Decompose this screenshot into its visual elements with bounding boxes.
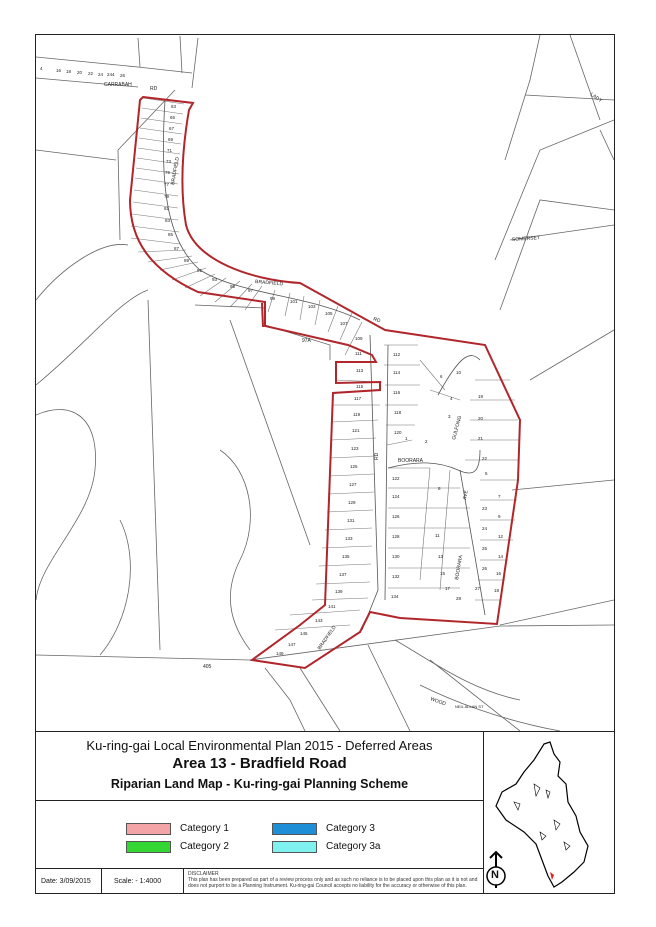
lot-label-97a: 97A — [302, 338, 311, 344]
lot-number: 11 — [435, 533, 440, 538]
lot-number: 14 — [498, 554, 504, 559]
lot-number: 97 — [248, 288, 254, 293]
lot-number: 123 — [351, 446, 359, 451]
lot-number: 143 — [315, 618, 323, 623]
lot-number: 18 — [494, 588, 500, 593]
lot-number: 15 — [440, 571, 446, 576]
lot-number: 75 — [165, 170, 171, 175]
street-label-somerset: SOMERSET — [511, 235, 541, 243]
disclaimer-title: DISCLAIMER — [188, 871, 219, 877]
lot-number: 114 — [393, 370, 401, 375]
lot-number: 118 — [394, 410, 402, 415]
lot-number: 131 — [347, 518, 355, 523]
lot-number: 17 — [445, 586, 451, 591]
lot-number: 149 — [276, 651, 284, 656]
lot-number: 139 — [335, 589, 343, 594]
lot-number: 89 — [184, 258, 190, 263]
lot-number: 22 — [88, 71, 94, 76]
street-label-wood: WOOD — [429, 696, 447, 708]
lot-lines — [131, 98, 519, 630]
legend-swatch-category-3 — [272, 823, 317, 835]
lot-number: 12 — [498, 534, 504, 539]
lot-number: 99 — [270, 296, 276, 301]
lot-number: 81 — [164, 206, 170, 211]
north-arrow — [484, 850, 508, 890]
plan-title: Ku-ring-gai Local Environmental Plan 2015 - Deferred Areas — [86, 738, 433, 753]
lot-number: 63 — [171, 104, 177, 109]
scale-text: Scale: - 1:4000 — [114, 878, 162, 885]
lot-number: 67 — [169, 126, 175, 131]
lot-number: 85 — [168, 232, 174, 237]
lot-number: 5 — [485, 471, 488, 476]
lot-number: 115 — [356, 384, 364, 389]
street-label-rd2: RD — [374, 452, 380, 460]
lot-number: 16 — [56, 68, 62, 73]
lot-number: 112 — [393, 352, 401, 357]
street-label-far: NEIL ALLAN ST — [455, 704, 484, 709]
lot-number: 18 — [66, 69, 72, 74]
lot-number: 4 — [450, 396, 453, 401]
lot-number: 103 — [308, 304, 316, 309]
lot-number: 137 — [339, 572, 347, 577]
lot-number: 93 — [212, 277, 218, 282]
lot-number: 95 — [230, 284, 236, 289]
lot-number: 125 — [350, 464, 358, 469]
lot-number: 65 — [170, 115, 176, 120]
lot-number: 20 — [77, 70, 83, 75]
lot-number: 91 — [197, 268, 203, 273]
lot-number: 10 — [456, 370, 462, 375]
study-area-boundary — [130, 97, 520, 668]
disclaimer — [188, 871, 478, 889]
lot-number: 109 — [355, 336, 363, 341]
lot-number: 24 — [482, 526, 488, 531]
street-label-boorara-ave: BOORARA — [454, 554, 465, 581]
lot-number: 7 — [498, 494, 501, 499]
street-label-rd: RD — [372, 316, 382, 325]
lot-number: 126 — [392, 514, 400, 519]
lot-number: 130 — [392, 554, 400, 559]
legend-swatch-category-3a — [272, 841, 317, 853]
date-text: Date: 3/09/2015 — [41, 878, 91, 885]
lot-number: 24 — [98, 72, 104, 77]
lot-number: 28 — [456, 596, 462, 601]
lot-number: 9 — [498, 514, 501, 519]
lot-number: 122 — [392, 476, 400, 481]
lot-number: 19 — [478, 394, 484, 399]
street-label-lady: LADY — [588, 91, 603, 105]
lot-number: 13 — [438, 554, 444, 559]
lot-number: 113 — [356, 368, 364, 373]
lot-number: 23 — [482, 506, 488, 511]
lot-number: 132 — [392, 574, 400, 579]
lot-number: 83 — [165, 218, 171, 223]
lot-number: 8 — [438, 486, 441, 491]
lot-number: 107 — [340, 321, 348, 326]
street-label-bradfield-h: BRADFIELD — [254, 279, 284, 288]
lot-number: 127 — [349, 482, 357, 487]
lot-number: 21 — [478, 436, 484, 441]
locator-panel — [484, 731, 614, 895]
date-cell — [36, 869, 102, 894]
lot-number: 16 — [496, 571, 502, 576]
street-label-bradfield-v: BRADFIELD — [170, 156, 181, 186]
lot-number: 128 — [392, 534, 400, 539]
street-label-rd-top: RD — [150, 86, 158, 92]
lot-numbers — [40, 66, 504, 656]
legend-label-category-1: Category 1 — [180, 823, 229, 834]
street-label-gulfong: GULFONG — [451, 415, 464, 441]
lot-number: 22 — [482, 456, 488, 461]
scale-cell — [102, 869, 184, 894]
street-label-boorara: BOORARA — [398, 458, 424, 464]
map-svg — [36, 35, 614, 731]
legend-label-category-3a: Category 3a — [326, 841, 381, 852]
road-lines — [163, 100, 485, 630]
lot-number: 87 — [174, 246, 180, 251]
lot-number: 145 — [300, 631, 308, 636]
legend-swatch-category-1 — [126, 823, 171, 835]
lot-number: 4 — [40, 66, 43, 71]
lot-number: 121 — [352, 428, 360, 433]
lot-number: 3 — [448, 414, 451, 419]
area-title: Area 13 - Bradfield Road — [172, 755, 347, 772]
north-label: N — [491, 869, 499, 881]
lot-number: 27 — [475, 586, 481, 591]
legend — [36, 801, 484, 869]
map-title: Riparian Land Map - Ku-ring-gai Planning Scheme — [110, 777, 409, 791]
disclaimer-text: This plan has been prepared as part of a review process only and as such no reliance is to be placed upon this plan as it is not and does not purport to be a Planning Instrument. Ku-ring-gai Council accepts no liability for the accuracy or otherwise of this plan. — [188, 877, 478, 889]
lot-number: 105 — [325, 311, 333, 316]
lot-label-405: 405 — [203, 664, 212, 670]
lot-number: 69 — [168, 137, 174, 142]
lot-number: 6 — [440, 374, 443, 379]
map-canvas[interactable] — [36, 35, 614, 731]
lot-number: 119 — [353, 412, 361, 417]
legend-swatch-category-2 — [126, 841, 171, 853]
lot-number: 117 — [354, 396, 362, 401]
lot-number: 134 — [391, 594, 399, 599]
lot-number: 111 — [355, 351, 362, 356]
lot-number: 120 — [394, 430, 402, 435]
street-label-ave: AVE — [462, 489, 470, 501]
lot-number: 2 — [425, 439, 428, 444]
lot-number: 116 — [393, 390, 401, 395]
street-label-carrabah: CARRABAH — [104, 82, 132, 88]
lot-number: 147 — [288, 642, 296, 647]
legend-label-category-2: Category 2 — [180, 841, 229, 852]
street-label-bradfield-south: BRADFIELD — [316, 624, 338, 652]
lot-number: 1 — [405, 436, 408, 441]
legend-label-category-3: Category 3 — [326, 823, 375, 834]
title-block — [36, 731, 484, 801]
lot-number: 101 — [290, 299, 298, 304]
lot-number: 135 — [342, 554, 350, 559]
lot-number: 20 — [478, 416, 484, 421]
lot-number: 26 — [120, 73, 126, 78]
lot-number: 133 — [345, 536, 353, 541]
lot-number: 141 — [328, 604, 336, 609]
lot-number: 73 — [166, 159, 172, 164]
lot-number: 26 — [482, 566, 488, 571]
lot-number: 25 — [482, 546, 488, 551]
lot-number: 124 — [392, 494, 400, 499]
footer — [36, 869, 484, 894]
lot-number: 129 — [348, 500, 356, 505]
lot-number: 79 — [164, 194, 170, 199]
lot-number: 71 — [167, 148, 173, 153]
lot-number: 77 — [164, 182, 170, 187]
lot-number: 244 — [107, 72, 115, 77]
